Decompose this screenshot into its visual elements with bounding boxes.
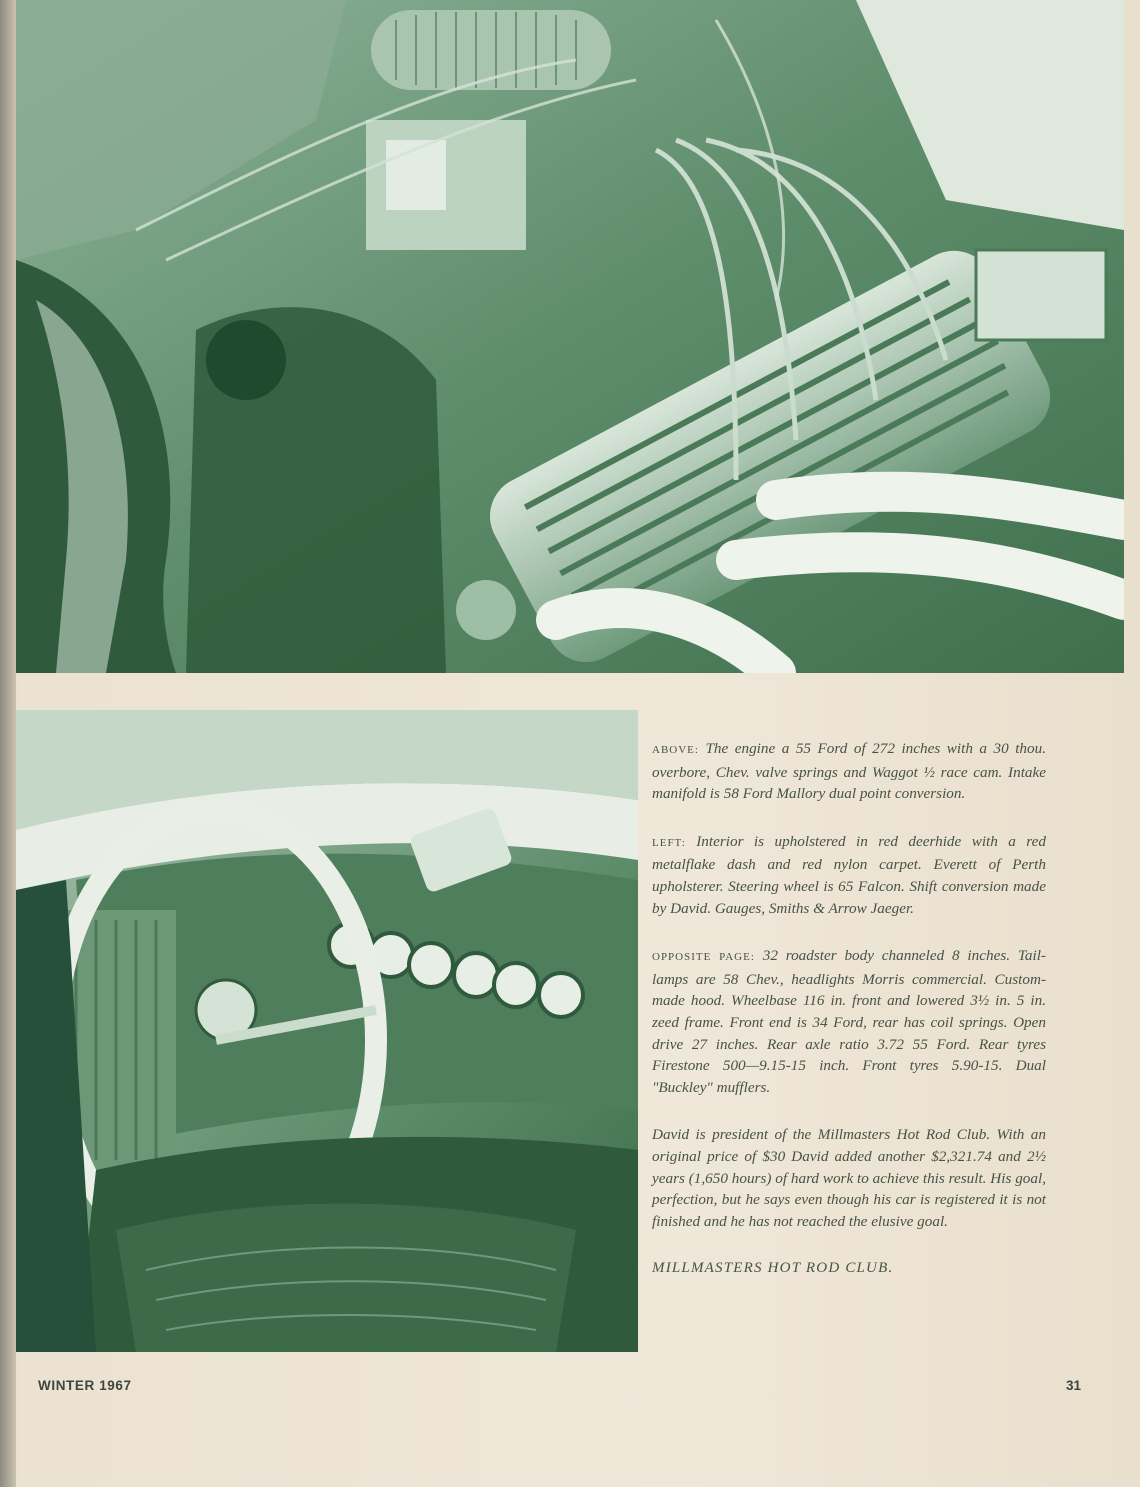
caption-text: Interior is upholstered in red deerhide with a red metalflake dash and red nylon carpet. Everett of Perth upholsterer. Steering wheel is 65 Falcon. Shift conversion made by David. Gauges, Smiths & Arrow Jaeger. <box>652 832 1046 917</box>
club-name: MILLMASTERS HOT ROD CLUB. <box>652 1260 894 1277</box>
page-number: 31 <box>1066 1378 1082 1393</box>
caption-text: The engine a 55 Ford of 272 inches with a 30 thou. overbore, Chev. valve springs and Waggot ½ race cam. Intake manifold is 58 Ford Mallory dual point conversion. <box>652 740 1047 803</box>
caption-label: ABOVE: <box>652 744 699 756</box>
interior-photo <box>16 710 638 1352</box>
caption-label: OPPOSITE PAGE: <box>652 951 755 964</box>
caption-opposite-page <box>652 945 1046 1098</box>
body-paragraph: David is president of the Millmasters Hot Rod Club. With an original price of $30 David added another $2,321.74 and 2½ years (1,650 hours) of hard work to achieve this result. His goal, perfection, but he says even though his car is registered it is not finished and he has not reached the elusive goal. <box>652 1126 1046 1230</box>
engine-photo <box>16 0 1124 673</box>
caption-label: LEFT: <box>652 836 686 849</box>
caption-column <box>652 738 1046 1280</box>
caption-text: 32 roadster body channeled 8 inches. Tail-lamps are 58 Chev., headlights Morris commercial. Custom-made hood. Wheelbase 116 in. front and lowered 3½ in. 5 in. zeed frame. Front end is 34 Ford, rear has coil springs. Open drive 27 inches. Rear axle ratio 3.72 55 Ford. Rear tyres Firestone 500—9.15-15 inch. Front tyres 5.90-15. Dual "Buckley" mufflers. <box>652 947 1046 1096</box>
issue-footer: WINTER 1967 <box>38 1378 132 1393</box>
caption-above <box>652 738 1046 805</box>
caption-left <box>652 831 1046 919</box>
page-spine-shadow <box>0 0 16 1487</box>
